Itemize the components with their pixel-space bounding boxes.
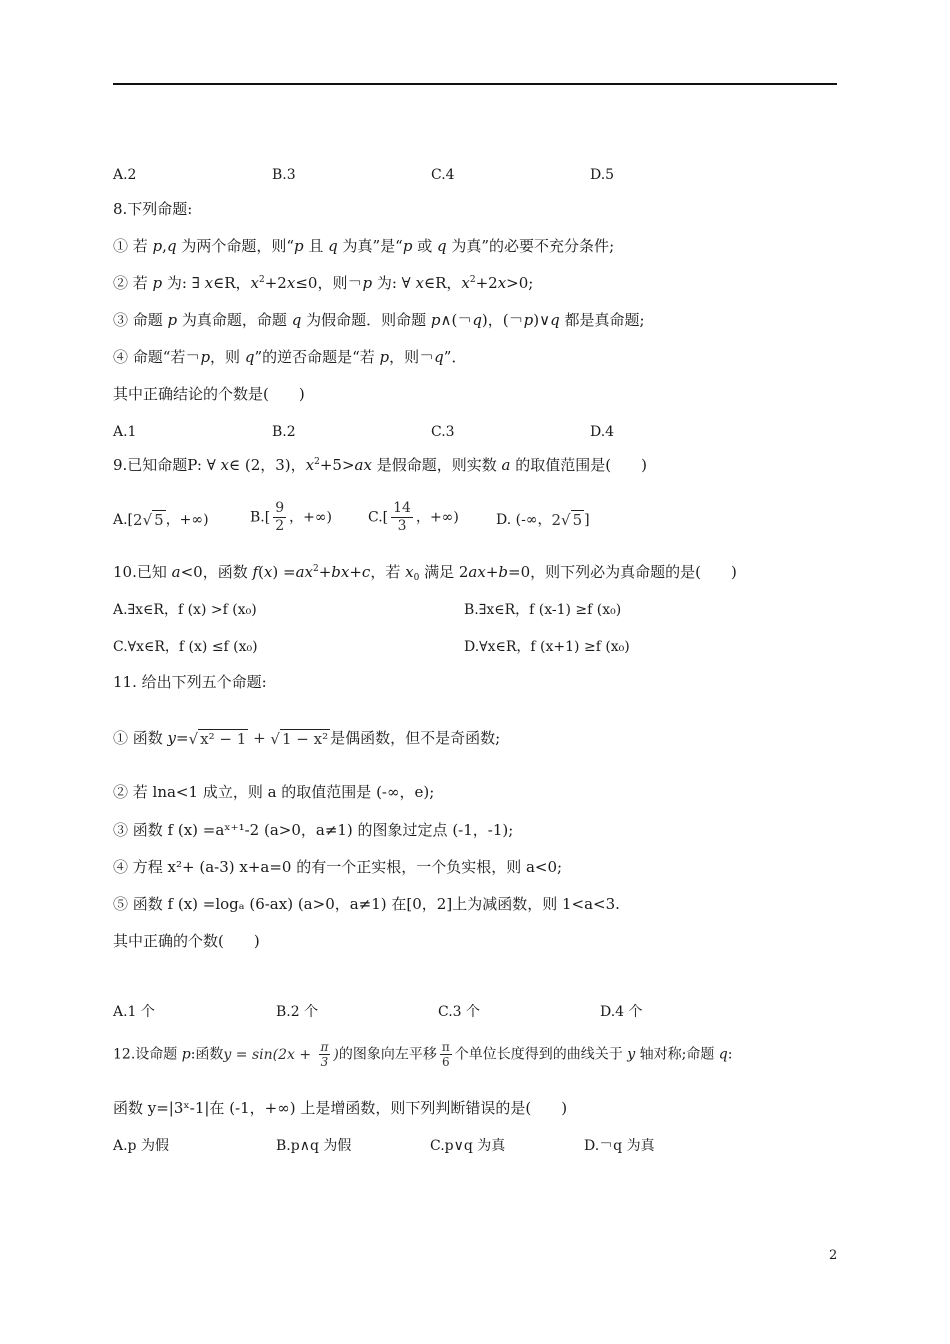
q8-option-c: C.3 [431, 424, 455, 440]
q11-option-d: D.4 个 [600, 1004, 643, 1020]
q11-statement-5: ⑤ 函数 f (x) =logₐ (6-ax) (a>0，a≠1) 在[0，2]上为减函数，则 1<a<3. [113, 895, 620, 913]
q12-option-c: C.p∨q 为真 [430, 1138, 506, 1154]
q10-option-b: B.∃x∈R，f (x-1) ≥f (x₀) [464, 602, 622, 618]
q11-statement-3: ③ 函数 f (x) =aˣ⁺¹-2 (a>0，a≠1) 的图象过定点 (-1，-1); [113, 821, 514, 839]
q12-option-a: A.p 为假 [113, 1138, 169, 1154]
q8-option-d: D.4 [590, 424, 615, 440]
q11-statement-4: ④ 方程 x²+ (a-3) x+a=0 的有一个正实根，一个负实根，则 a<0; [113, 858, 563, 876]
q8-statement-1: ① 若 p,q 为两个命题，则“p 且 q 为真”是“p 或 q 为真”的必要不充分条件; [113, 237, 615, 255]
q11-option-c: C.3 个 [438, 1004, 481, 1020]
q10-option-d: D.∀x∈R，f (x+1) ≥f (x₀) [464, 639, 630, 655]
q11-statement-2: ② 若 lna<1 成立，则 a 的取值范围是 (-∞，e); [113, 783, 435, 801]
q11-ask: 其中正确的个数( ) [113, 932, 260, 950]
q9-option-b: B.[ $\frac{9}{2}$ ，+∞) [250, 500, 332, 534]
q12-option-d: D.￢q 为真 [584, 1138, 655, 1154]
q8-statement-4: ④ 命题“若￢p，则 q”的逆否命题是“若 p，则￢q”． [113, 348, 467, 366]
q11-option-b: B.2 个 [276, 1004, 319, 1020]
page-number: 2 [829, 1248, 838, 1263]
q11-option-a: A.1 个 [113, 1004, 155, 1020]
q8-ask: 其中正确结论的个数是( ) [113, 385, 305, 403]
q9-stem: 9.已知命题P: ∀ x∈ (2，3)，$x^2+5>ax$ 是假命题，则实数 a 的取值范围是( ) [113, 456, 647, 474]
q11-statement-1: ① 函数 y=√ x² − 1 + √ 1 − x² 是偶函数，但不是奇函数; [113, 729, 501, 748]
q10-stem: 10.已知 a<0，函数 $f(x) =ax^2+bx+c$，若 $x_0$ 满足 2ax+b=0，则下列必为真命题的是( ) [113, 563, 737, 583]
q12-option-b: B.p∧q 为假 [276, 1138, 352, 1154]
q9-option-d: D. (-∞，2√ 5 ] [496, 511, 590, 529]
q8-option-b: B.2 [272, 424, 296, 440]
q8-statement-2: ② 若 p 为: ∃ x∈R，$x^2+2x\le 0$，则￢p 为: ∀ x∈R，$x^2+2x>0$; [113, 274, 534, 292]
q7-option-d: D.5 [590, 167, 615, 183]
q7-option-b: B.3 [272, 167, 296, 183]
q8-statement-3: ③ 命题 p 为真命题，命题 q 为假命题．则命题 p∧(￢q)，(￢p)∨q 都是真命题; [113, 311, 645, 329]
q7-option-a: A.2 [113, 167, 137, 183]
q8-title: 8.下列命题: [113, 200, 193, 218]
q12-stem-line1: 12.设命题 p:函数y = sin(2x + $\frac{\pi}{3}$ )的图象向左平移 $\frac{\pi}{6}$ 个单位长度得到的曲线关于 y 轴对称;命题 q: [113, 1040, 733, 1069]
q9-option-a: A.[2√ 5 ，+∞) [113, 511, 209, 529]
q8-option-a: A.1 [113, 424, 137, 440]
q12-stem-line2: 函数 y=|3ˣ-1|在 (-1，+∞) 上是增函数，则下列判断错误的是( ) [113, 1099, 568, 1117]
q11-title: 11. 给出下列五个命题: [113, 673, 267, 691]
q10-option-a: A.∃x∈R，f (x) >f (x₀) [113, 602, 257, 618]
q7-option-c: C.4 [431, 167, 455, 183]
q9-option-c: C.[ $\frac{14}{3}$ ，+∞) [368, 500, 459, 534]
header-rule [113, 83, 837, 85]
q10-option-c: C.∀x∈R，f (x) ≤f (x₀) [113, 639, 258, 655]
